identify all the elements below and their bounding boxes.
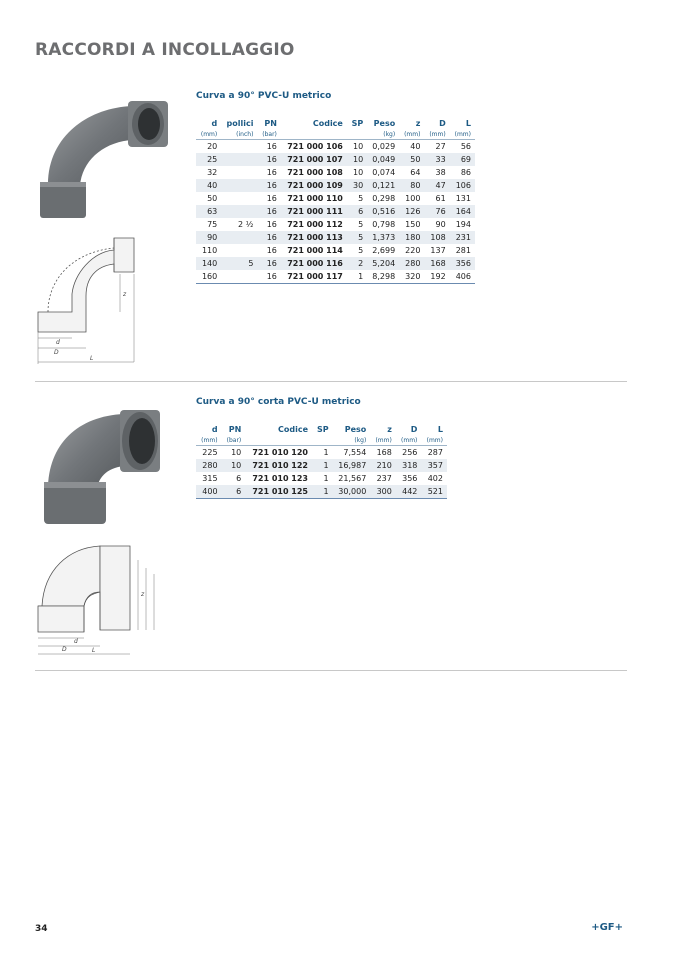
table-cell xyxy=(221,153,257,166)
table-cell: 16 xyxy=(257,231,280,244)
table-cell xyxy=(221,231,257,244)
table-cell: 40 xyxy=(410,142,421,151)
product-code-cell: 721 000 114 xyxy=(287,246,343,255)
table-cell xyxy=(221,140,257,154)
table-row xyxy=(196,244,475,257)
table-row xyxy=(196,270,475,284)
table-cell: 10 xyxy=(231,448,242,457)
table-cell: 100 xyxy=(405,194,421,203)
spec-table-curva-90 xyxy=(196,117,475,284)
table-cell: 220 xyxy=(405,246,421,255)
table-cell: 75 xyxy=(207,220,218,229)
table-cell: 27 xyxy=(435,142,446,151)
table-cell: 1 xyxy=(312,485,333,499)
product-code-cell: 721 000 117 xyxy=(281,270,347,284)
table-cell: 16 xyxy=(266,246,277,255)
table-cell: 280 xyxy=(196,459,222,472)
col-header-z: z xyxy=(415,118,421,128)
table-cell xyxy=(221,166,257,179)
table-cell: 5,204 xyxy=(367,257,399,270)
table-cell: 16 xyxy=(257,153,280,166)
table-cell: 10 xyxy=(353,168,364,177)
drawing-label-D: D xyxy=(54,349,59,356)
table-cell: 16 xyxy=(257,270,280,284)
table-cell: 300 xyxy=(370,485,396,499)
unit-cell: (inch) xyxy=(221,129,257,140)
unit-cell: (mm) xyxy=(399,129,424,140)
gf-logo: +GF+ xyxy=(591,922,623,933)
table-cell xyxy=(221,244,257,257)
unit-cell xyxy=(347,129,367,140)
col-header-pn: PN xyxy=(264,118,277,128)
table-cell: 6 xyxy=(222,485,246,499)
product-code-cell: 721 000 109 xyxy=(281,179,347,192)
table-cell: 80 xyxy=(399,179,424,192)
table-cell: 320 xyxy=(399,270,424,284)
drawing-label-z: z xyxy=(123,291,127,298)
table-cell: 6 xyxy=(236,474,242,483)
table-row xyxy=(196,231,475,244)
product-code-cell: 721 000 112 xyxy=(287,220,343,229)
table-cell: 126 xyxy=(399,205,424,218)
table-cell: 225 xyxy=(202,448,218,457)
col-header-peso: Peso xyxy=(373,118,396,128)
table-cell: 16 xyxy=(266,142,277,151)
table-cell: 210 xyxy=(370,459,396,472)
table-cell xyxy=(221,205,257,218)
table-cell: 47 xyxy=(424,179,449,192)
col-header-D: D xyxy=(410,424,418,434)
table-cell: 63 xyxy=(196,205,221,218)
section-divider xyxy=(35,670,627,671)
table-cell: 50 xyxy=(207,194,218,203)
unit-cell xyxy=(281,129,347,140)
product-code-cell: 721 000 113 xyxy=(281,231,347,244)
unit-cell: (mm) xyxy=(450,129,475,140)
table-row xyxy=(196,446,447,460)
table-cell: 38 xyxy=(435,168,446,177)
table-cell: 2,699 xyxy=(372,246,396,255)
table-cell: 61 xyxy=(435,194,446,203)
drawing-label-d: d xyxy=(56,339,60,346)
table-cell: 16,987 xyxy=(333,459,371,472)
table-cell xyxy=(221,192,257,205)
table-cell: 1 xyxy=(347,270,367,284)
table-cell: 10 xyxy=(353,142,364,151)
table-cell: 108 xyxy=(424,231,449,244)
table-cell: 86 xyxy=(460,168,471,177)
table-row xyxy=(196,218,475,231)
table-cell: 318 xyxy=(396,459,422,472)
table-row xyxy=(196,472,447,485)
table-cell: 16 xyxy=(257,179,280,192)
table-cell: 160 xyxy=(196,270,221,284)
product-code-cell: 721 000 111 xyxy=(281,205,347,218)
table-cell: 281 xyxy=(455,246,471,255)
table-cell: 56 xyxy=(460,142,471,151)
table-cell: 5 xyxy=(358,246,364,255)
drawing-label-L: L xyxy=(90,355,94,362)
table-row xyxy=(196,485,447,499)
col-header-peso: Peso xyxy=(344,424,367,434)
table-cell: 256 xyxy=(402,448,418,457)
table-cell: 40 xyxy=(196,179,221,192)
table-cell xyxy=(221,179,257,192)
table-row xyxy=(196,205,475,218)
drawing-label-L: L xyxy=(92,647,96,654)
table-cell: 400 xyxy=(196,485,222,499)
unit-cell xyxy=(312,435,333,446)
unit-cell: (bar) xyxy=(257,129,280,140)
product-code-cell: 721 000 110 xyxy=(287,194,343,203)
elbow-90-short-photo xyxy=(40,408,166,528)
table-cell: 164 xyxy=(450,205,475,218)
table-cell: 16 xyxy=(266,194,277,203)
table-cell: 7,554 xyxy=(343,448,367,457)
table-cell: 150 xyxy=(405,220,421,229)
table-cell: 5 xyxy=(221,257,257,270)
col-header-pn: PN xyxy=(228,424,242,434)
product-code-cell: 721 010 122 xyxy=(245,459,312,472)
table-cell: 30 xyxy=(347,179,367,192)
table-cell: 2 ½ xyxy=(238,220,254,229)
section-title-curva-90-corta: Curva a 90° corta PVC-U metrico xyxy=(196,397,361,407)
unit-cell: (mm) xyxy=(196,435,222,446)
drawing-label-z: z xyxy=(141,591,145,598)
table-header-row xyxy=(196,117,475,129)
table-cell: 180 xyxy=(399,231,424,244)
page-title: RACCORDI A INCOLLAGGIO xyxy=(35,40,295,60)
unit-cell: (kg) xyxy=(333,435,371,446)
table-cell: 90 xyxy=(435,220,446,229)
product-code-cell: 721 010 125 xyxy=(245,485,312,499)
col-header-sp: SP xyxy=(351,118,364,128)
table-row xyxy=(196,153,475,166)
table-cell: 280 xyxy=(399,257,424,270)
table-cell: 0,798 xyxy=(372,220,396,229)
table-cell: 16 xyxy=(266,168,277,177)
unit-cell: (mm) xyxy=(196,129,221,140)
table-cell: 10 xyxy=(222,459,246,472)
col-header-L: L xyxy=(465,118,471,128)
product-code-cell: 721 000 108 xyxy=(287,168,343,177)
table-cell: 0,074 xyxy=(372,168,396,177)
table-cell: 21,567 xyxy=(338,474,367,483)
table-cell: 5 xyxy=(358,194,364,203)
table-cell: 356 xyxy=(402,474,418,483)
col-header-L: L xyxy=(437,424,443,434)
unit-cell: (mm) xyxy=(396,435,422,446)
table-cell: 30,000 xyxy=(333,485,371,499)
table-cell: 231 xyxy=(450,231,475,244)
drawing-label-d: d xyxy=(74,638,78,645)
col-header-d: d xyxy=(211,118,218,128)
table-cell: 76 xyxy=(424,205,449,218)
table-cell: 287 xyxy=(427,448,443,457)
table-cell: 192 xyxy=(424,270,449,284)
table-cell: 69 xyxy=(450,153,475,166)
section-title-curva-90: Curva a 90° PVC-U metrico xyxy=(196,91,332,101)
table-cell: 1 xyxy=(312,459,333,472)
table-row xyxy=(196,166,475,179)
table-row xyxy=(196,192,475,205)
col-header-codice: Codice xyxy=(277,424,308,434)
table-cell: 406 xyxy=(450,270,475,284)
table-row xyxy=(196,179,475,192)
table-cell: 131 xyxy=(455,194,471,203)
col-header-codice: Codice xyxy=(312,118,343,128)
table-cell: 0,121 xyxy=(367,179,399,192)
unit-cell xyxy=(245,435,312,446)
table-row xyxy=(196,140,475,154)
table-cell: 356 xyxy=(450,257,475,270)
col-header-z: z xyxy=(387,424,392,434)
col-header-sp: SP xyxy=(316,424,329,434)
col-header-d: d xyxy=(211,424,218,434)
table-cell: 50 xyxy=(399,153,424,166)
table-cell: 6 xyxy=(347,205,367,218)
product-code-cell: 721 000 107 xyxy=(281,153,347,166)
table-cell: 8,298 xyxy=(367,270,399,284)
table-row xyxy=(196,257,475,270)
unit-cell: (bar) xyxy=(222,435,246,446)
table-cell: 25 xyxy=(196,153,221,166)
unit-cell: (mm) xyxy=(424,129,449,140)
table-cell: 442 xyxy=(396,485,422,499)
table-cell: 106 xyxy=(450,179,475,192)
elbow-90-technical-drawing xyxy=(34,234,140,368)
product-code-cell: 721 010 123 xyxy=(252,474,308,483)
table-cell: 402 xyxy=(427,474,443,483)
unit-cell: (kg) xyxy=(367,129,399,140)
table-cell: 194 xyxy=(455,220,471,229)
table-cell: 140 xyxy=(196,257,221,270)
table-cell: 168 xyxy=(376,448,392,457)
page-number: 34 xyxy=(35,924,48,934)
table-row xyxy=(196,459,447,472)
table-units-row xyxy=(196,435,447,446)
table-cell: 5 xyxy=(358,220,364,229)
product-code-cell: 721 000 116 xyxy=(281,257,347,270)
table-cell xyxy=(221,270,257,284)
table-units-row xyxy=(196,129,475,140)
col-header-D: D xyxy=(439,118,446,128)
elbow-90-short-technical-drawing xyxy=(34,540,160,658)
table-cell: 521 xyxy=(421,485,447,499)
table-cell: 0,516 xyxy=(367,205,399,218)
table-cell: 20 xyxy=(207,142,218,151)
table-cell: 2 xyxy=(347,257,367,270)
table-cell: 16 xyxy=(266,220,277,229)
table-cell: 32 xyxy=(207,168,218,177)
table-cell: 1 xyxy=(323,448,329,457)
table-cell: 357 xyxy=(421,459,447,472)
table-cell: 137 xyxy=(430,246,446,255)
table-cell: 315 xyxy=(202,474,218,483)
table-cell: 90 xyxy=(196,231,221,244)
unit-cell: (mm) xyxy=(421,435,447,446)
table-cell: 0,029 xyxy=(372,142,396,151)
table-cell: 168 xyxy=(424,257,449,270)
product-code-cell: 721 010 120 xyxy=(252,448,308,457)
spec-table-curva-90-corta xyxy=(196,423,447,499)
product-code-cell: 721 000 106 xyxy=(287,142,343,151)
table-cell: 0,049 xyxy=(367,153,399,166)
table-cell: 110 xyxy=(201,246,218,255)
table-cell: 1,373 xyxy=(367,231,399,244)
table-cell: 237 xyxy=(376,474,392,483)
table-header-row xyxy=(196,423,447,435)
drawing-label-D: D xyxy=(62,646,67,653)
table-cell: 5 xyxy=(347,231,367,244)
col-header-pollici: pollici xyxy=(226,118,254,128)
table-cell: 64 xyxy=(410,168,421,177)
unit-cell: (mm) xyxy=(370,435,396,446)
elbow-90-photo xyxy=(36,98,172,222)
section-divider xyxy=(35,381,627,382)
table-cell: 10 xyxy=(347,153,367,166)
table-cell: 33 xyxy=(424,153,449,166)
table-cell: 0,298 xyxy=(372,194,396,203)
table-cell: 16 xyxy=(257,205,280,218)
table-cell: 16 xyxy=(257,257,280,270)
table-cell: 1 xyxy=(323,474,329,483)
